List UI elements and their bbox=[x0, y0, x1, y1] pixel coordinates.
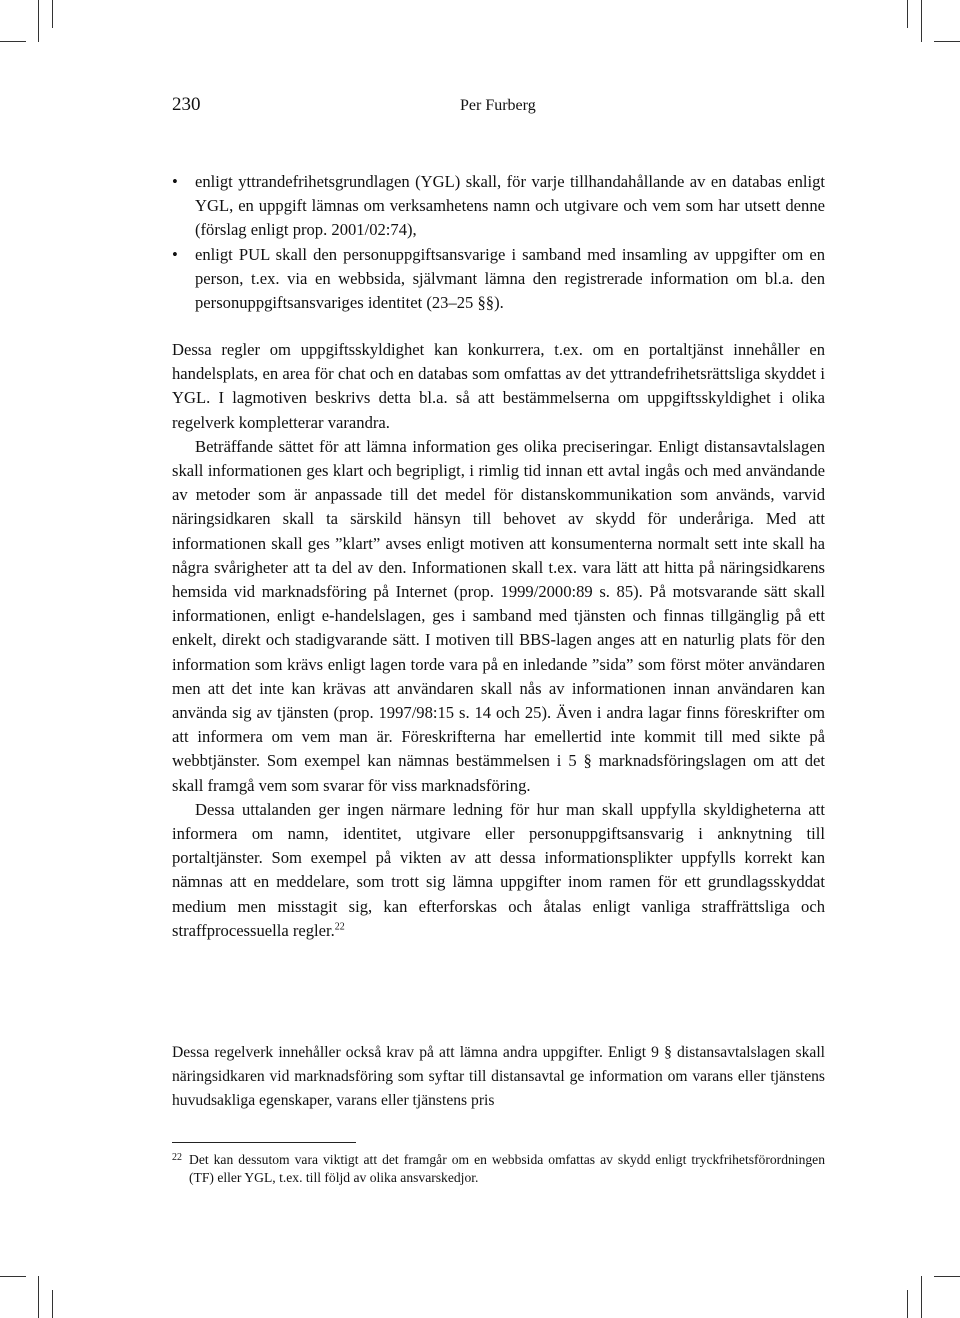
crop-mark-bottom-right-horizontal bbox=[934, 1276, 960, 1277]
bullet-marker: • bbox=[172, 172, 178, 191]
main-text bbox=[172, 338, 825, 943]
footnote-reference: 22 bbox=[334, 921, 345, 933]
crop-mark-top-left-vertical-2 bbox=[52, 0, 53, 28]
paragraph-text: Dessa uttalanden ger ingen närmare ledning för hur man skall uppfylla skyldigheterna att informera om namn, identitet, utgivare eller personuppgiftsansvarig i anknytning till portaltjänster. Som exempel på vikten av att dessa informationsplikter uppfylls korrekt kan nämnas att en meddelare, som trott sig lämna uppgifter inom ramen för ett grundlagsskyddat medium men misstagit sig, kan efterforskas och åtalas enligt vanliga straffrättsliga och straffprocessuella regler. bbox=[172, 799, 825, 940]
crop-mark-top-right-vertical-2 bbox=[907, 0, 908, 28]
crop-mark-bottom-left-vertical-2 bbox=[52, 1290, 53, 1318]
crop-mark-top-left-horizontal bbox=[0, 41, 26, 42]
small-print-paragraph: Dessa regelverk innehåller också krav på att lämna andra uppgifter. Enligt 9 § distansavtalslagen skall näringsidkaren vid marknadsföring som syftar till distansavtal ge information om varans eller tjänstens huvudsakliga egenskaper, varans eller tjänstens pris bbox=[172, 1044, 825, 1110]
crop-mark-top-left-vertical bbox=[38, 0, 39, 42]
footnote-number: 22 bbox=[172, 1152, 182, 1163]
crop-mark-bottom-right-vertical bbox=[921, 1276, 922, 1318]
crop-mark-top-right-horizontal bbox=[934, 41, 960, 42]
footnote-text: Det kan dessutom vara viktigt att det framgår om en webbsida omfattas av skydd enligt tryckfrihetsförordningen (TF) eller YGL, t.ex. till följd av olika ansvarskedjor. bbox=[189, 1152, 825, 1186]
crop-mark-bottom-left-vertical bbox=[38, 1276, 39, 1318]
crop-mark-bottom-right-vertical-2 bbox=[907, 1290, 908, 1318]
list-item bbox=[172, 170, 825, 243]
crop-mark-top-right-vertical bbox=[921, 0, 922, 42]
list-item bbox=[172, 243, 825, 316]
crop-mark-bottom-left-horizontal bbox=[0, 1276, 26, 1277]
bullet-list bbox=[172, 170, 825, 315]
footnote bbox=[172, 1151, 825, 1187]
page-number: 230 bbox=[172, 94, 201, 115]
list-item-text: enligt yttrandefrihetsgrundlagen (YGL) skall, för varje tillhandahållande av en databas enligt YGL, en uppgift lämnas om verksamhetens namn och utgivare och vem som har utsett denne (förslag enligt prop. 2001/02:74), bbox=[195, 172, 825, 240]
paragraph: Dessa regler om uppgiftsskyldighet kan konkurrera, t.ex. om en portaltjänst innehåller en handelsplats, en area för chat och en databas som omfattas av det yttrandefrihetsrättsliga skyddet i YGL. I lagmotiven beskrivs detta bl.a. så att bestämmelserna om uppgiftsskyldighet i olika regelverk kompletterar varandra. bbox=[172, 340, 825, 432]
paragraph bbox=[172, 798, 825, 943]
bullet-marker: • bbox=[172, 244, 178, 264]
running-header-author: Per Furberg bbox=[460, 97, 536, 114]
list-item-text: enligt PUL skall den personuppgiftsansvarige i samband med insamling av uppgifter om en person, t.ex. via en webbsida, självmant lämna den registrerade information om bl.a. den personuppgiftsansvariges identitet (23–25 §§). bbox=[195, 244, 825, 313]
footnote-separator bbox=[172, 1142, 356, 1143]
paragraph: Beträffande sättet för att lämna information ges olika preciseringar. Enligt distansavtalslagen skall informationen ges klart och begripligt, i rimlig tid innan ett avtal ingås och med användande av metoder som är anpassade till det medel för distanskommunikation som används, varvid näringsidkaren skall ta särskild hänsyn till behovet av skydd för underåriga. Med att informationen skall ges ”klart” avses enligt motiven att konsumenterna normalt sett inte skall ha några svårigheter att ta del av den. Informationen skall t.ex. vara lätt att hitta på näringsidkarens hemsida vid marknadsföring på Internet (prop. 1999/2000:89 s. 85). På motsvarande sätt skall informationen, enligt e-handelslagen, ges i samband med tjänsten och finnas tillgänglig på ett enkelt, direkt och stadigvarande sätt. I motiven till BBS-lagen anges att en naturlig plats för den information som krävs enligt lagen torde vara på en inledande ”sida” som först möter användaren men att det inte kan krävas att användaren skall nås av informationen innan användaren kan använda sig av tjänsten (prop. 1997/98:15 s. 14 och 25). Även i andra lagar finns föreskrifter om att informera om vem man är. Föreskrifterna har emellertid inte kommit till med sikte på webbtjänster. Som exempel kan nämnas bestämmelsen i 5 § marknadsföringslagen om att det skall framgå vem som svarar för viss marknadsföring. bbox=[172, 436, 825, 795]
